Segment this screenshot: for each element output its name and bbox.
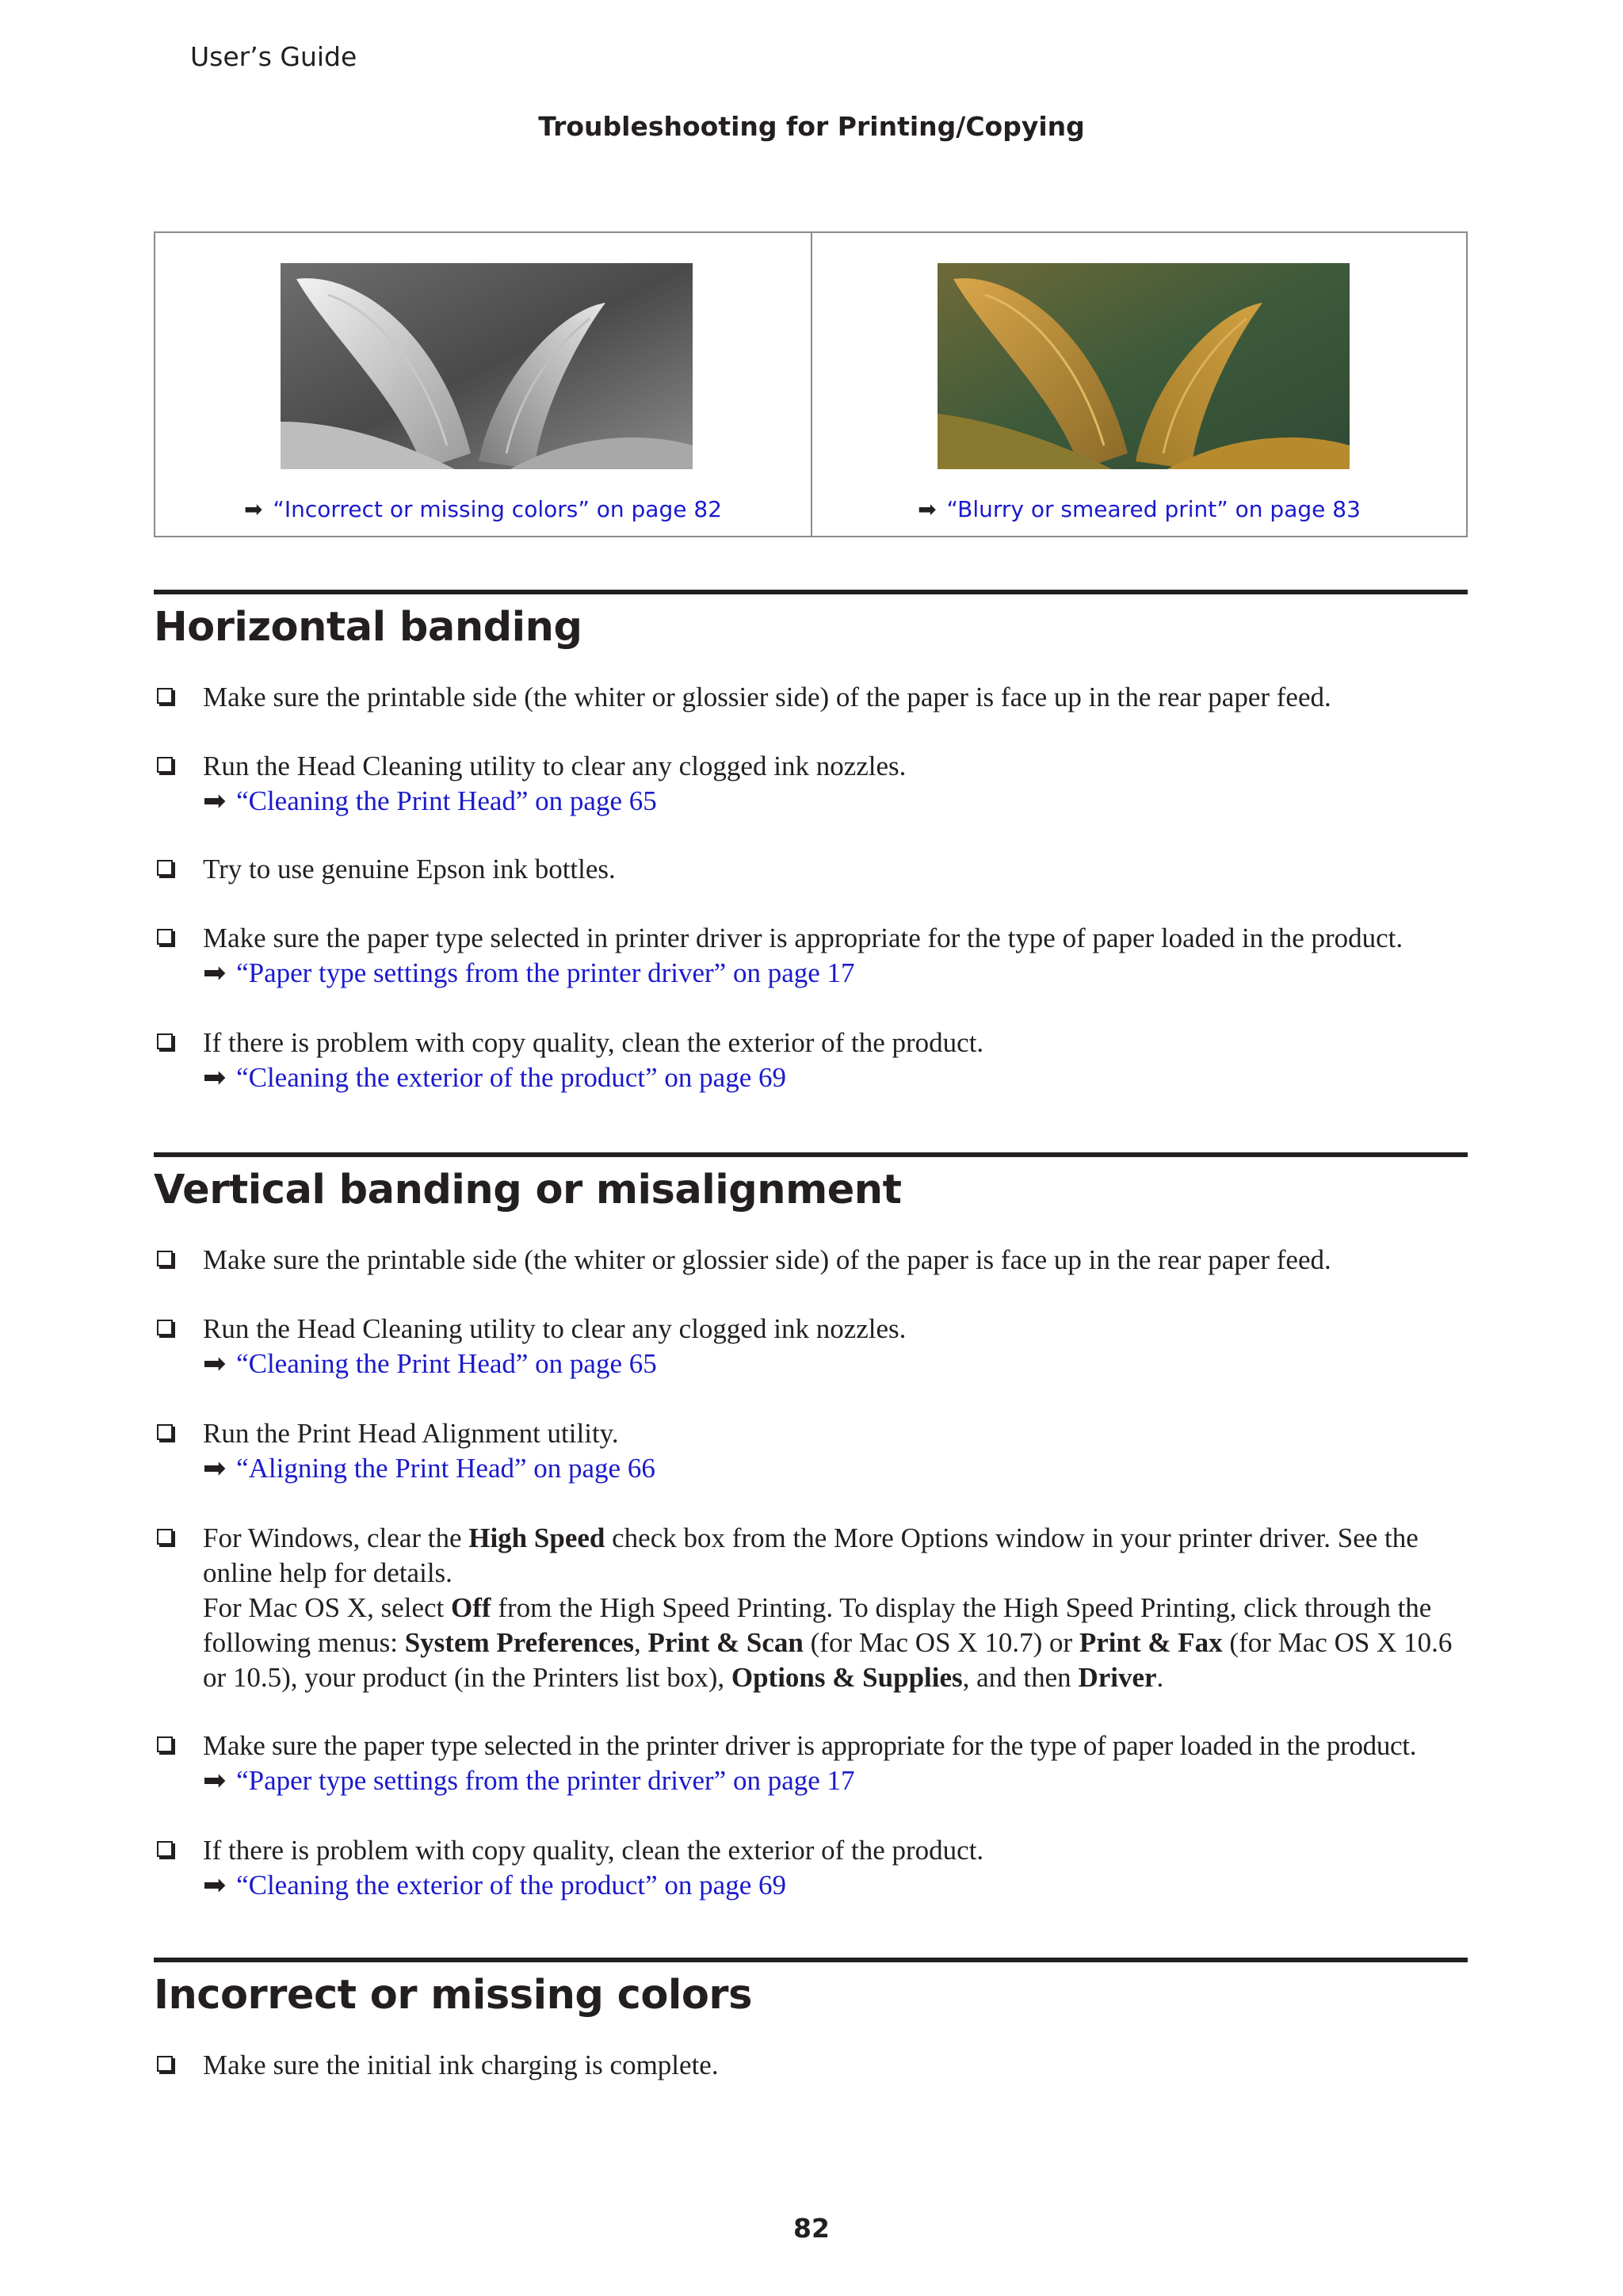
- list-item: [154, 749, 1468, 819]
- section-vertical-banding: [154, 1152, 1468, 1901]
- arrow-right-icon: ➡: [203, 785, 227, 817]
- checkbox-bullet-icon: [157, 1033, 173, 1049]
- item-text: If there is problem with copy quality, clean the exterior of the product.: [203, 1027, 984, 1058]
- list-item: [154, 1521, 1468, 1695]
- figure-caption-link[interactable]: [155, 496, 811, 522]
- item-text: Try to use genuine Epson ink bottles.: [203, 854, 616, 884]
- grayscale-flower-photo: [281, 263, 693, 469]
- figure-table: [154, 231, 1468, 537]
- cross-reference-link[interactable]: [203, 1451, 1468, 1486]
- list-item: [154, 1026, 1468, 1095]
- section-rule: [154, 1152, 1468, 1157]
- arrow-right-icon: ➡: [244, 496, 263, 522]
- item-text: Run the Head Cleaning utility to clear any clogged ink nozzles.: [203, 1313, 907, 1344]
- cross-reference-link[interactable]: [203, 1763, 1468, 1798]
- figure-cell-grayscale: [155, 233, 811, 536]
- section-incorrect-colors: [154, 1958, 1468, 2080]
- checkbox-bullet-icon: [157, 688, 173, 704]
- item-text: Run the Print Head Alignment utility.: [203, 1418, 619, 1449]
- section-rule: [154, 590, 1468, 594]
- checkbox-bullet-icon: [157, 860, 173, 876]
- arrow-right-icon: ➡: [203, 1348, 227, 1380]
- list-item: [154, 1729, 1468, 1798]
- blurry-flower-photo: [938, 263, 1350, 469]
- item-text: Run the Head Cleaning utility to clear any clogged ink nozzles.: [203, 751, 907, 781]
- list-item: [154, 921, 1468, 991]
- link-text[interactable]: “Paper type settings from the printer driver” on page 17: [236, 1765, 855, 1796]
- item-text: Make sure the printable side (the whiter or glossier side) of the paper is face up in the rear paper feed.: [203, 682, 1331, 712]
- list-item: [154, 1416, 1468, 1486]
- arrow-right-icon: ➡: [203, 1765, 227, 1797]
- section-heading: Incorrect or missing colors: [154, 1972, 752, 2019]
- checkbox-bullet-icon: [157, 1424, 173, 1440]
- section-heading: Vertical banding or misalignment: [154, 1167, 902, 1213]
- figure-caption-text[interactable]: “Blurry or smeared print” on page 83: [946, 496, 1361, 522]
- link-text[interactable]: “Cleaning the Print Head” on page 65: [236, 1348, 657, 1379]
- chapter-title: Troubleshooting for Printing/Copying: [538, 111, 1085, 142]
- checkbox-bullet-icon: [157, 1841, 173, 1857]
- arrow-right-icon: ➡: [203, 1870, 227, 1901]
- link-text[interactable]: “Cleaning the exterior of the product” on page 69: [236, 1062, 786, 1093]
- cross-reference-link[interactable]: [203, 1868, 1468, 1903]
- arrow-right-icon: ➡: [203, 1453, 227, 1484]
- figure-caption-link[interactable]: [812, 496, 1466, 522]
- checkbox-bullet-icon: [157, 1251, 173, 1266]
- list-item: [154, 852, 1468, 887]
- figure-caption-text[interactable]: “Incorrect or missing colors” on page 82: [273, 496, 722, 522]
- figure-cell-blurry: [811, 233, 1466, 536]
- checkbox-bullet-icon: [157, 1320, 173, 1335]
- link-text[interactable]: “Cleaning the Print Head” on page 65: [236, 785, 657, 816]
- list-item: [154, 680, 1468, 715]
- list-item: [154, 1312, 1468, 1381]
- running-head: User’s Guide: [190, 41, 357, 72]
- section-rule: [154, 1958, 1468, 1962]
- link-text[interactable]: “Paper type settings from the printer driver” on page 17: [236, 957, 855, 988]
- checkbox-bullet-icon: [157, 757, 173, 773]
- link-text[interactable]: “Aligning the Print Head” on page 66: [236, 1453, 655, 1484]
- item-text: Make sure the paper type selected in printer driver is appropriate for the type of paper loaded in the product.: [203, 923, 1403, 953]
- checkbox-bullet-icon: [157, 929, 173, 945]
- cross-reference-link[interactable]: [203, 956, 1468, 991]
- arrow-right-icon: ➡: [203, 957, 227, 989]
- list-item: [154, 1243, 1468, 1278]
- item-text: Make sure the paper type selected in the printer driver is appropriate for the type of paper loaded in the product.: [203, 1730, 1417, 1761]
- page-number: 82: [793, 2213, 830, 2244]
- cross-reference-link[interactable]: [203, 1347, 1468, 1381]
- checkbox-bullet-icon: [157, 1529, 173, 1545]
- item-text: Make sure the printable side (the whiter or glossier side) of the paper is face up in the rear paper feed.: [203, 1244, 1331, 1275]
- arrow-right-icon: ➡: [918, 496, 937, 522]
- cross-reference-link[interactable]: [203, 1060, 1468, 1095]
- item-text: For Windows, clear the High Speed check box from the More Options window in your printer driver. See the online help for details. For Mac OS X, select Off from the High Speed Printing. To display the High Speed Printing, click through the following menus: System Preferences, Print & Scan (for Mac OS X 10.7) or Print & Fax (for Mac OS X 10.6 or 10.5), your product (in the Printers list box), Options & Supplies, and then Driver.: [203, 1522, 1453, 1693]
- item-text: Make sure the initial ink charging is complete.: [203, 2050, 719, 2080]
- section-horizontal-banding: [154, 590, 1468, 1094]
- item-text: If there is problem with copy quality, clean the exterior of the product.: [203, 1835, 984, 1866]
- list-item: [154, 1833, 1468, 1903]
- section-heading: Horizontal banding: [154, 604, 582, 651]
- cross-reference-link[interactable]: [203, 784, 1468, 819]
- checkbox-bullet-icon: [157, 2056, 173, 2072]
- list-item: [154, 2048, 1468, 2083]
- checkbox-bullet-icon: [157, 1736, 173, 1752]
- link-text[interactable]: “Cleaning the exterior of the product” on page 69: [236, 1870, 786, 1901]
- arrow-right-icon: ➡: [203, 1062, 227, 1094]
